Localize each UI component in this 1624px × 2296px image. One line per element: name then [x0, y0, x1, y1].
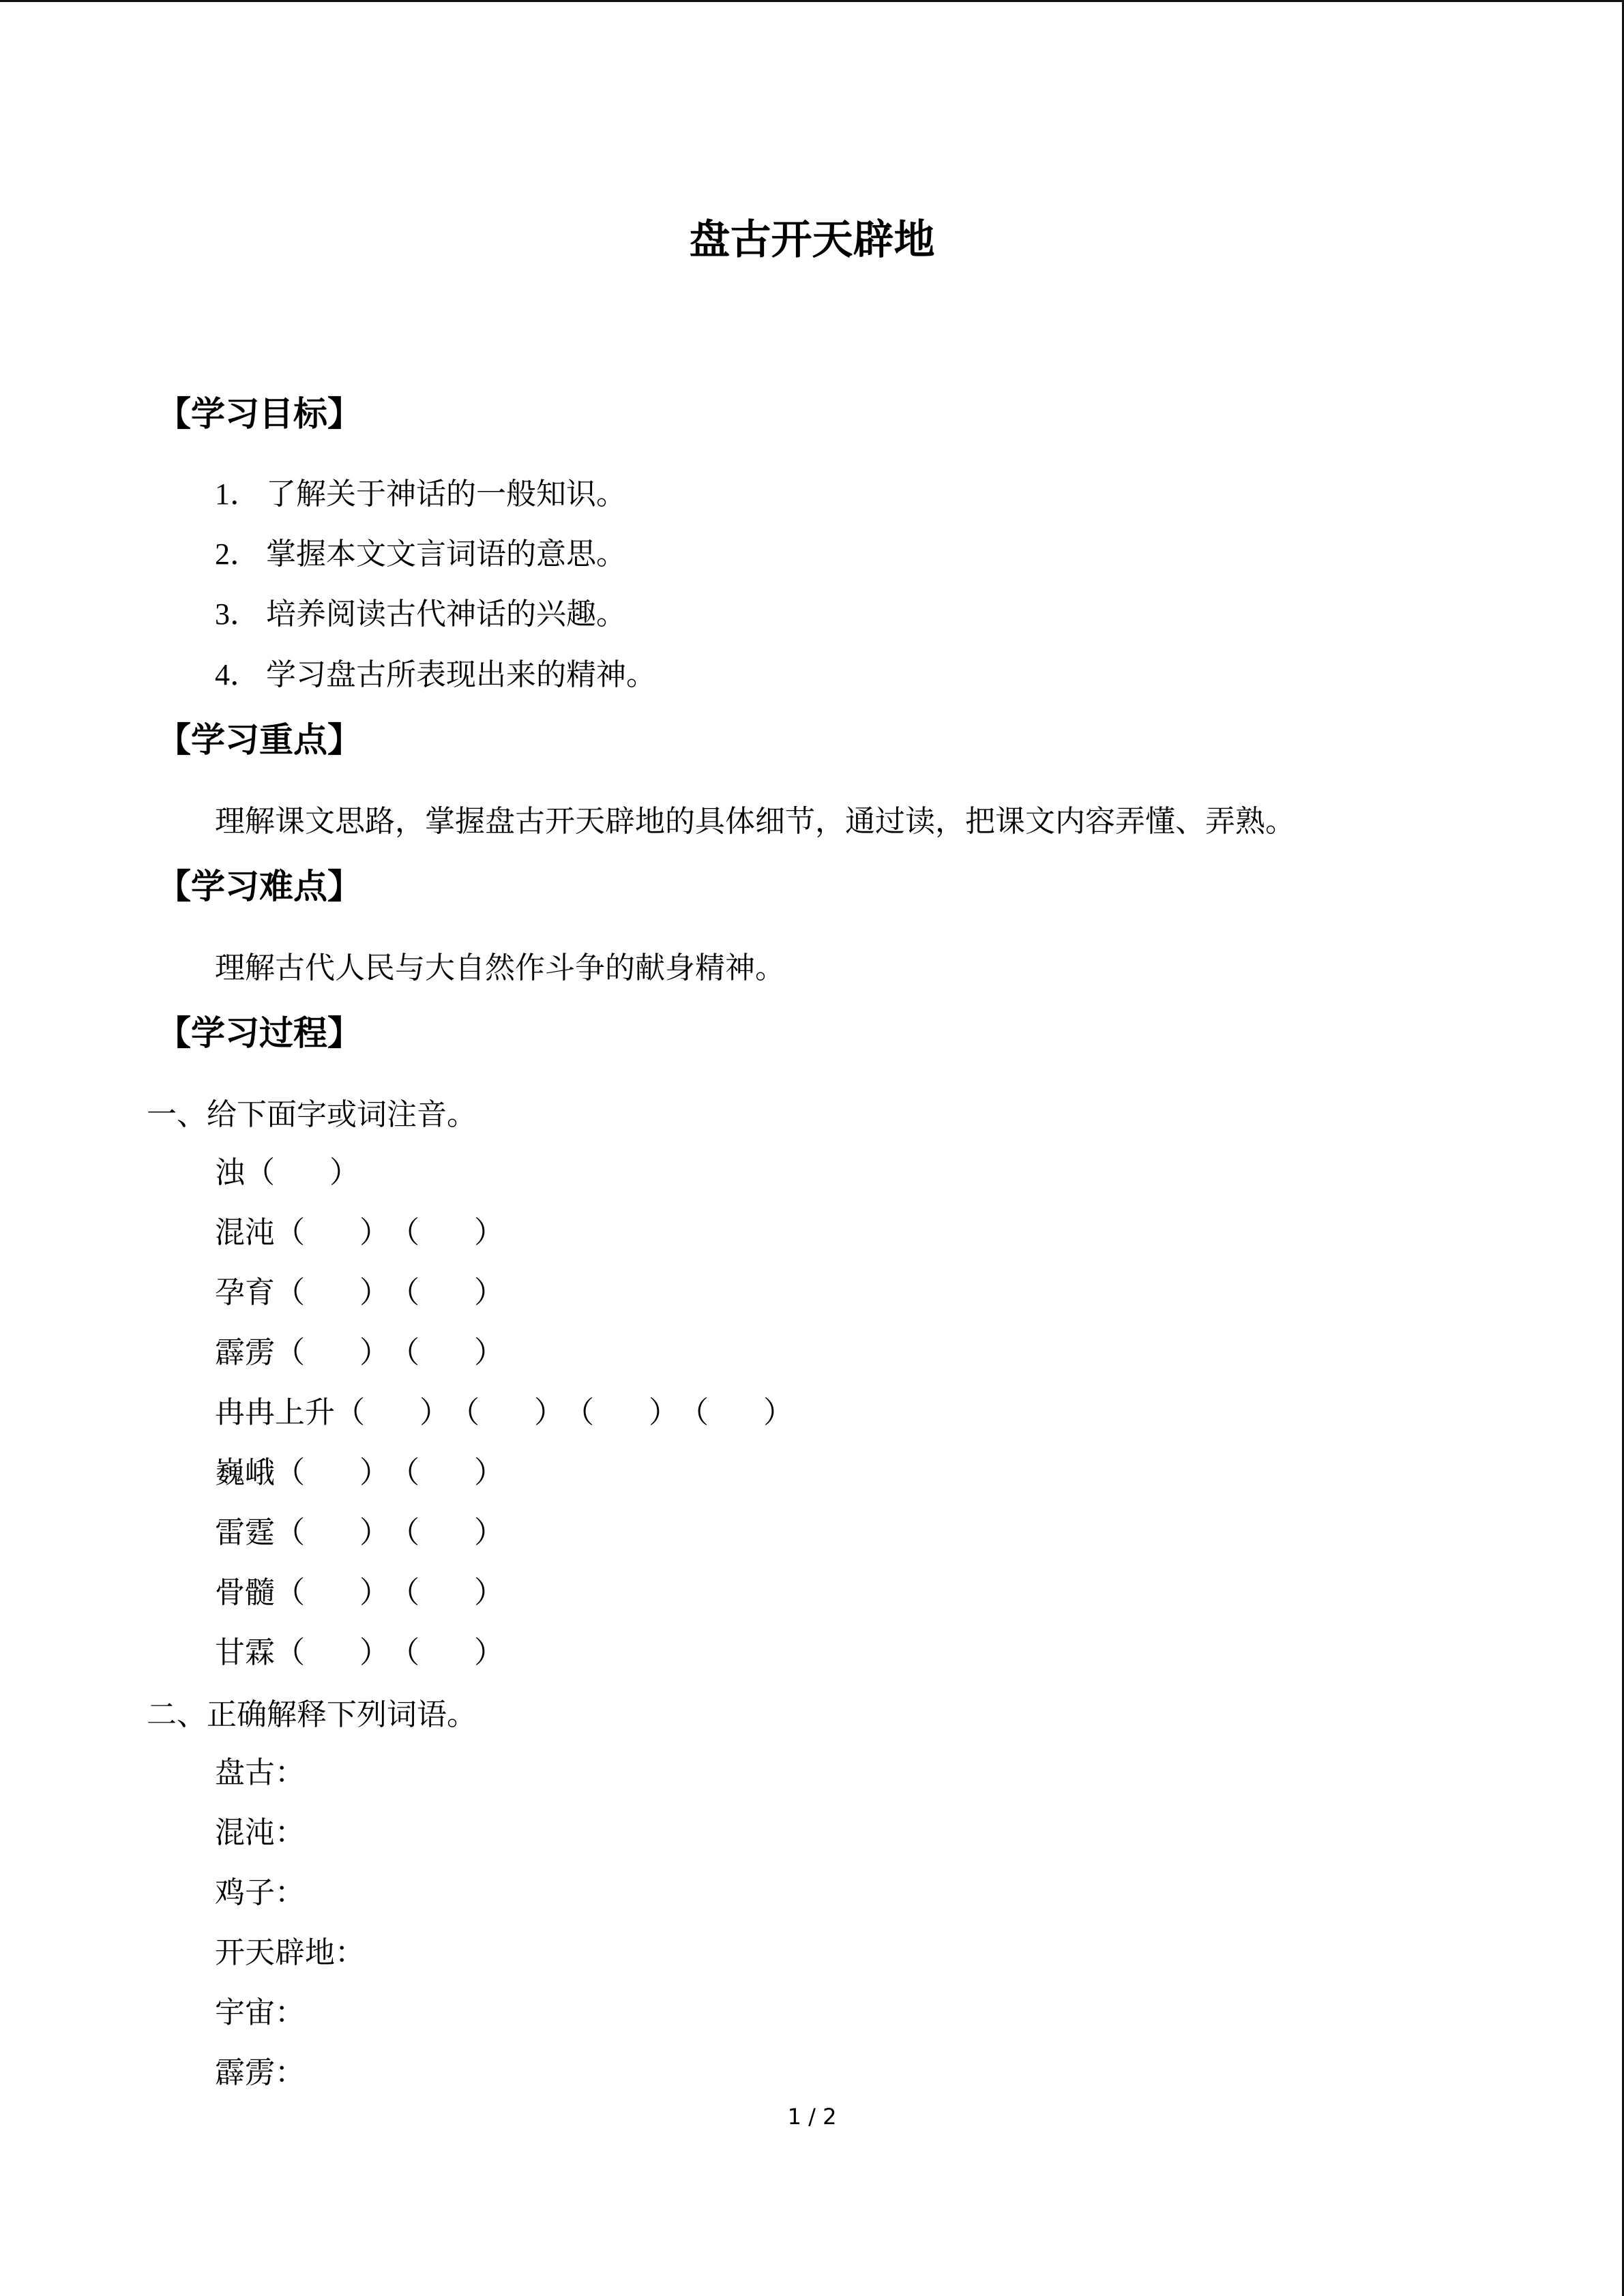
- pinyin-blank[interactable]: [275, 1635, 389, 1670]
- heading-objectives: 【学习目标】: [157, 394, 361, 434]
- open-paren: （: [275, 1515, 305, 1550]
- close-paren: ）: [474, 1275, 504, 1310]
- open-paren: （: [449, 1395, 479, 1430]
- objective-text: 培养阅读古代神话的兴趣。: [266, 597, 626, 631]
- pinyin-row: [215, 1455, 504, 1490]
- definition-term: 霹雳：: [215, 2055, 305, 2090]
- pinyin-word: 霹雳: [215, 1335, 275, 1370]
- pinyin-blank[interactable]: [275, 1275, 389, 1310]
- close-paren: ）: [474, 1575, 504, 1610]
- close-paren: ）: [419, 1395, 449, 1430]
- page-number: 1 / 2: [787, 2104, 837, 2130]
- close-paren: ）: [359, 1455, 389, 1490]
- heading-key-points: 【学习重点】: [157, 720, 361, 760]
- pinyin-word: 巍峨: [215, 1455, 275, 1490]
- pinyin-blank[interactable]: [389, 1335, 504, 1370]
- close-paren: ）: [359, 1515, 389, 1550]
- close-paren: ）: [329, 1155, 359, 1190]
- open-paren: （: [389, 1515, 419, 1550]
- open-paren: （: [275, 1335, 305, 1370]
- objective-item: [215, 539, 626, 569]
- pinyin-blank[interactable]: [335, 1395, 449, 1430]
- pinyin-blank[interactable]: [389, 1515, 504, 1550]
- open-paren: （: [389, 1215, 419, 1250]
- close-paren: ）: [359, 1635, 389, 1670]
- pinyin-blank[interactable]: [389, 1215, 504, 1250]
- open-paren: （: [335, 1395, 365, 1430]
- open-paren: （: [275, 1275, 305, 1310]
- pinyin-row: [215, 1395, 793, 1430]
- difficulties-text: 理解古代人民与大自然作斗争的献身精神。: [215, 951, 785, 985]
- pinyin-word: 甘霖: [215, 1635, 275, 1670]
- pinyin-word: 孕育: [215, 1275, 275, 1310]
- pinyin-blank[interactable]: [275, 1335, 389, 1370]
- close-paren: ）: [474, 1635, 504, 1670]
- close-paren: ）: [359, 1215, 389, 1250]
- pinyin-blank[interactable]: [389, 1575, 504, 1610]
- definition-term: 盘古：: [215, 1755, 305, 1790]
- objective-item: [215, 599, 626, 629]
- open-paren: （: [389, 1635, 419, 1670]
- pinyin-row: [215, 1215, 504, 1250]
- close-paren: ）: [474, 1515, 504, 1550]
- pinyin-blank[interactable]: [679, 1395, 793, 1430]
- pinyin-blank[interactable]: [275, 1575, 389, 1610]
- objective-item: [215, 479, 626, 509]
- close-paren: ）: [763, 1395, 793, 1430]
- open-paren: （: [679, 1395, 709, 1430]
- pinyin-row: [215, 1635, 504, 1670]
- open-paren: （: [389, 1575, 419, 1610]
- open-paren: （: [275, 1455, 305, 1490]
- pinyin-blank[interactable]: [389, 1275, 504, 1310]
- page-border-top: [0, 0, 1624, 2]
- pinyin-word: 浊: [215, 1155, 245, 1190]
- definition-term: 鸡子：: [215, 1875, 305, 1910]
- pinyin-word: 雷霆: [215, 1515, 275, 1550]
- exercise1-prompt: 一、给下面字或词注音。: [147, 1097, 477, 1132]
- pinyin-blank[interactable]: [275, 1215, 389, 1250]
- close-paren: ）: [474, 1215, 504, 1250]
- objective-number: 1．: [215, 477, 260, 511]
- pinyin-row: [215, 1515, 504, 1550]
- close-paren: ）: [359, 1335, 389, 1370]
- pinyin-row: [215, 1575, 504, 1610]
- heading-difficulties: 【学习难点】: [157, 867, 361, 906]
- pinyin-word: 骨髓: [215, 1575, 275, 1610]
- open-paren: （: [275, 1215, 305, 1250]
- heading-process: 【学习过程】: [157, 1013, 361, 1053]
- objective-text: 掌握本文文言词语的意思。: [266, 537, 626, 571]
- pinyin-word: 冉冉上升: [215, 1395, 335, 1430]
- document-title: 盘古开天辟地: [689, 216, 935, 264]
- open-paren: （: [389, 1275, 419, 1310]
- pinyin-row: [215, 1275, 504, 1310]
- open-paren: （: [245, 1155, 275, 1190]
- objective-number: 3．: [215, 597, 260, 631]
- exercise2-prompt: 二、正确解释下列词语。: [147, 1697, 477, 1732]
- open-paren: （: [275, 1575, 305, 1610]
- close-paren: ）: [474, 1335, 504, 1370]
- pinyin-blank[interactable]: [275, 1455, 389, 1490]
- close-paren: ）: [649, 1395, 679, 1430]
- definition-term: 宇宙：: [215, 1995, 305, 2030]
- close-paren: ）: [359, 1275, 389, 1310]
- open-paren: （: [389, 1455, 419, 1490]
- open-paren: （: [564, 1395, 594, 1430]
- close-paren: ）: [359, 1575, 389, 1610]
- pinyin-row: [215, 1335, 504, 1370]
- objective-number: 4．: [215, 658, 260, 691]
- pinyin-word: 混沌: [215, 1215, 275, 1250]
- objective-item: [215, 657, 656, 692]
- pinyin-blank[interactable]: [449, 1395, 564, 1430]
- open-paren: （: [389, 1335, 419, 1370]
- pinyin-blank[interactable]: [389, 1455, 504, 1490]
- objective-number: 2．: [215, 537, 260, 571]
- definition-term: 开天辟地：: [215, 1935, 365, 1970]
- objective-text: 学习盘古所表现出来的精神。: [266, 657, 656, 692]
- pinyin-blank[interactable]: [275, 1515, 389, 1550]
- close-paren: ）: [474, 1455, 504, 1490]
- objective-text: 了解关于神话的一般知识。: [266, 477, 626, 511]
- pinyin-blank[interactable]: [245, 1155, 359, 1190]
- pinyin-blank[interactable]: [389, 1635, 504, 1670]
- close-paren: ）: [534, 1395, 564, 1430]
- definition-term: 混沌：: [215, 1815, 305, 1850]
- open-paren: （: [275, 1635, 305, 1670]
- pinyin-row: [215, 1155, 359, 1190]
- pinyin-blank[interactable]: [564, 1395, 679, 1430]
- key-points-text: 理解课文思路，掌握盘古开天辟地的具体细节，通过读，把课文内容弄懂、弄熟。: [215, 804, 1295, 839]
